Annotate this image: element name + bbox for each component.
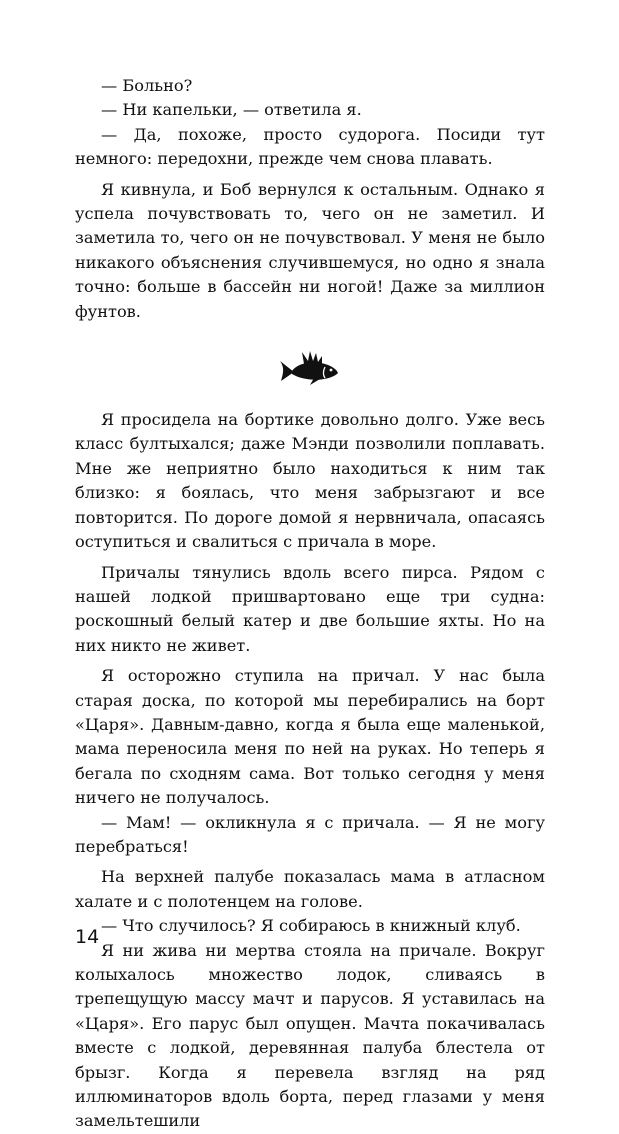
book-page bbox=[75, 74, 545, 1134]
paragraph: Я ни жива ни мертва стояла на причале. Вокруг колыхалось множество лодок, сливаясь в трепещущую массу мачт и парусов. Я уставилась на «Царя». Его парус был опущен. Мачта покачивалась вместе с лодкой, деревянная палуба блестела от брызг. Когда я перевела взгляд на ряд иллюминаторов вдоль борта, перед глазами у меня замельтешили bbox=[75, 940, 545, 1131]
paragraph: — Мам! — окликнула я с причала. — Я не могу перебраться! bbox=[75, 812, 545, 856]
paragraph: — Ни капельки, — ответила я. bbox=[101, 100, 362, 120]
page-number: 14 bbox=[75, 926, 100, 948]
paragraph: — Что случилось? Я собираюсь в книжный клуб. bbox=[101, 916, 521, 936]
paragraph: Я осторожно ступила на причал. У нас была старая доска, по которой мы перебирались на борт «Царя». Давным-давно, когда я была еще маленькой, мама переносила меня по ней на руках. Но теперь я бегала по сходням сама. Вот только сегодня у меня ничего не получалось. bbox=[75, 666, 545, 808]
paragraph: — Да, похоже, просто судорога. Посиди тут немного: передохни, прежде чем снова плавать. bbox=[75, 124, 545, 169]
fish-icon bbox=[278, 347, 342, 389]
paragraph: Я кивнула, и Боб вернулся к остальным. Однако я успела почувствовать то, чего он не заметил. И заметила то, чего он не почувствовал. У меня не было никакого объяснения случившемуся, но одно я знала точно: больше в бассейн ни ногой! Даже за миллион фунтов. bbox=[75, 179, 545, 321]
paragraph: На верхней палубе показалась мама в атласном халате и с полотенцем на голове. bbox=[75, 867, 545, 911]
paragraph: Причалы тянулись вдоль всего пирса. Рядом с нашей лодкой пришвартовано еще три судна: роскошный белый катер и две большие яхты. Но на них никто не живет. bbox=[75, 562, 545, 655]
paragraph: — Больно? bbox=[101, 76, 193, 95]
paragraph: Я просидела на бортике довольно долго. Уже весь класс бултыхался; даже Мэнди позволили поплавать. Мне же неприятно было находиться к ним так близко: я боялась, что меня забрызгают и все повторится. По дороге домой я нервничала, опасаясь оступиться и свалиться с причала в море. bbox=[75, 410, 545, 552]
text-block-top bbox=[75, 74, 545, 324]
section-ornament bbox=[75, 328, 545, 408]
text-block-main bbox=[75, 408, 545, 1134]
